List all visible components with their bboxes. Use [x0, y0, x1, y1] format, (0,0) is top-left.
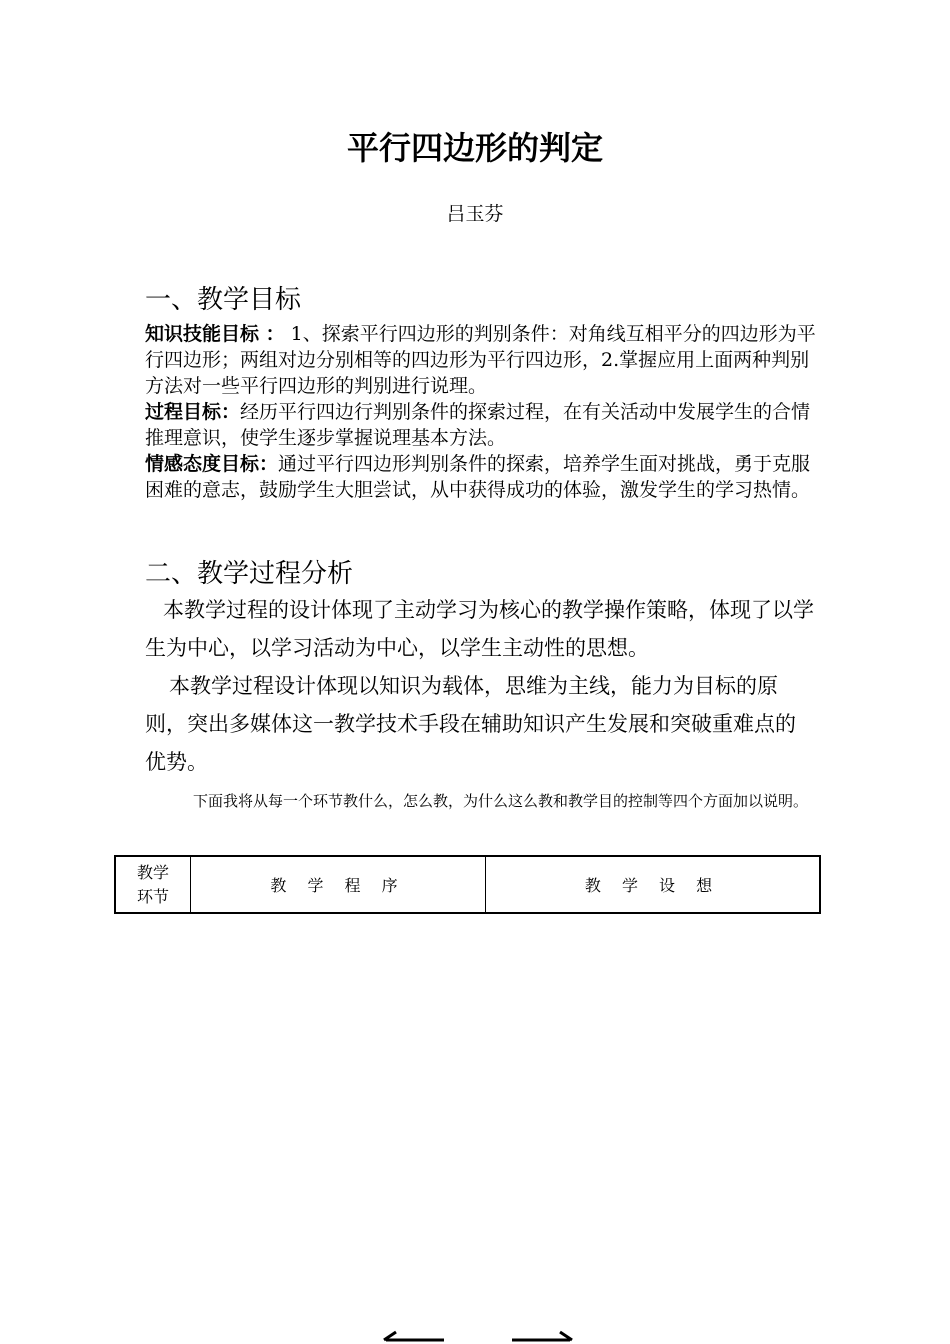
- previous-page-arrow-icon[interactable]: [378, 1330, 448, 1344]
- emotion-goal-label: 情感态度目标：: [145, 453, 279, 475]
- table-header-stage-line2: 环节: [136, 886, 169, 906]
- author-name: 吕玉芬: [446, 203, 504, 225]
- teaching-table: [114, 855, 821, 914]
- section-heading-teaching-goals: 一、教学目标: [145, 285, 302, 315]
- process-goal-paragraph: [145, 399, 825, 451]
- table-header-teaching-procedure: 教 学 程 序: [191, 857, 486, 912]
- analysis-paragraph-1: 本教学过程的设计体现了主动学习为核心的教学操作策略，体现了以学生为中心，以学习活动为中心，以学生主动性的思想。: [145, 598, 814, 660]
- emotion-goal-paragraph: [145, 451, 825, 503]
- section-heading-process-analysis: 二、教学过程分析: [145, 559, 354, 589]
- teaching-goals-block: [145, 321, 825, 503]
- knowledge-goal-paragraph: [145, 321, 825, 399]
- process-goal-text: 经历平行四边行判别条件的探索过程，在有关活动中发展学生的合情推理意识，使学生逐步掌握说理基本方法。: [145, 401, 811, 449]
- table-header-teaching-idea: 教 学 设 想: [584, 876, 721, 895]
- knowledge-goal-label: 知识技能目标 ：: [145, 323, 285, 345]
- table-header-stage-line1: 教学: [136, 862, 169, 882]
- process-analysis-block: [145, 591, 815, 781]
- table-header-teaching-stage: [116, 857, 191, 912]
- document-title: 平行四边形的判定: [346, 129, 603, 167]
- process-goal-label: 过程目标：: [145, 401, 241, 423]
- emotion-goal-text: 通过平行四边形判别条件的探索，培养学生面对挑战，勇于克服困难的意志，鼓励学生大胆尝试，从中获得成功的体验，激发学生的学习热情。: [145, 453, 811, 501]
- analysis-paragraph-2: 本教学过程设计体现以知识为载体，思维为主线，能力为目标的原则，突出多媒体这一教学技术手段在辅助知识产生发展和突破重难点的优势。: [145, 674, 796, 774]
- knowledge-goal-text: 1、探索平行四边形的判别条件：对角线互相平分的四边形为平行四边形；两组对边分别相等的四边形为平行四边形，2.掌握应用上面两种判别方法对一些平行四边形的判别进行说理。: [145, 323, 816, 397]
- next-page-arrow-icon[interactable]: [508, 1330, 578, 1344]
- explanation-note: 下面我将从每一个环节教什么，怎么教，为什么这么教和教学目的控制等四个方面加以说明。: [193, 792, 809, 810]
